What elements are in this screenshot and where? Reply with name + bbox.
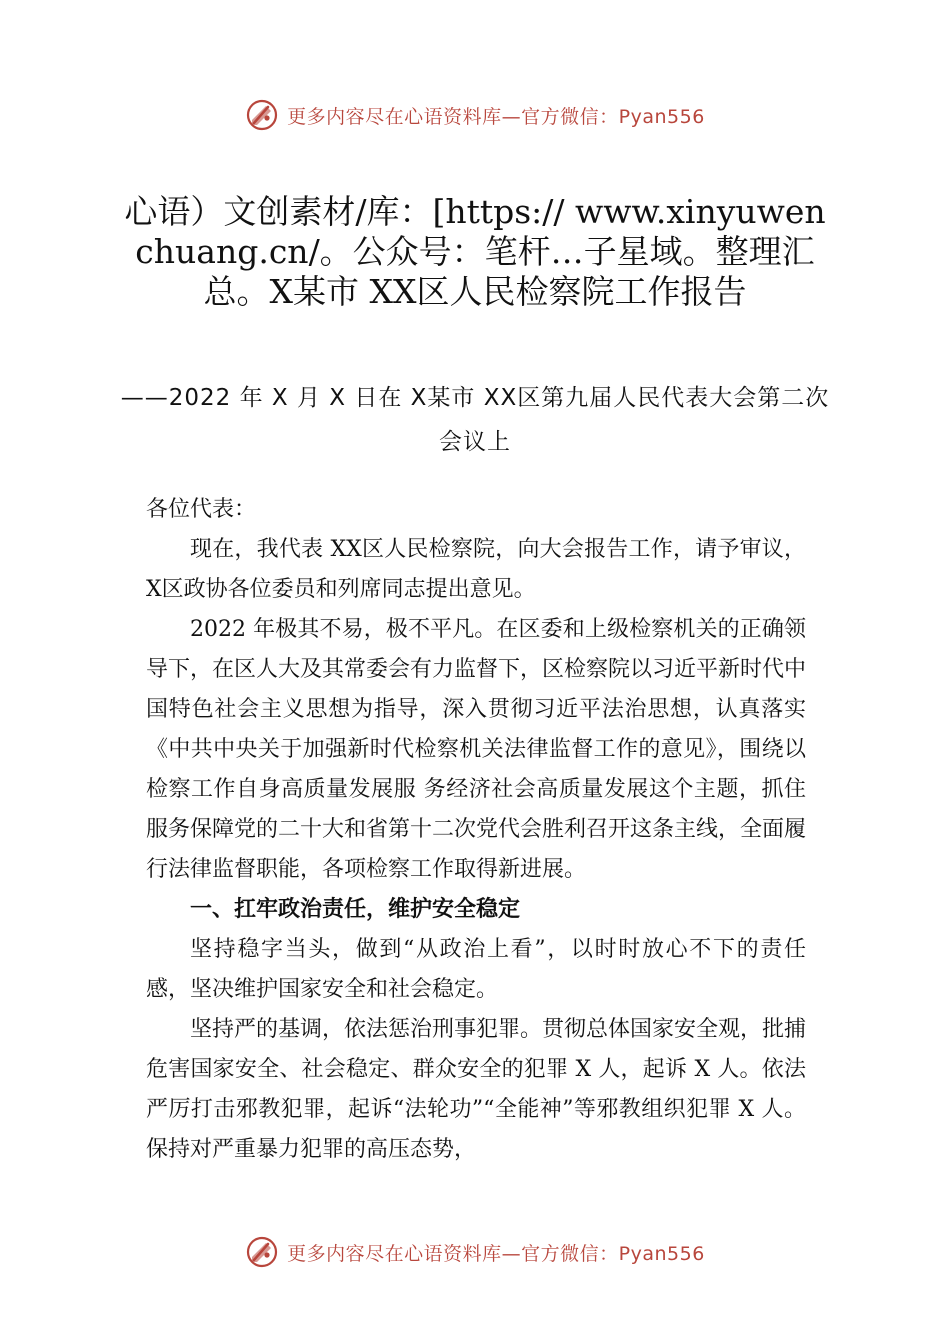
pen-circle-logo-icon bbox=[245, 1235, 279, 1269]
footer-watermark-banner bbox=[0, 1232, 950, 1272]
paragraph: 现在，我代表 XX区人民检察院，向大会报告工作，请予审议，X区政协各位委员和列席同志提出意见。 bbox=[146, 537, 806, 602]
paragraph: 2022 年极其不易，极不平凡。在区委和上级检察机关的正确领导下，在区人大及其常委会有力监督下，区检察院以习近平新时代中国特色社会主义思想为指导，深入贯彻习近平法治思想，认真落实《中共中央关于加强新时代检察机关法律监督工作的意见》，围绕以检察工作自身高质量发展服 务经济社会高质量发展这个主题，抓住服务保障党的二十大和省第十二次党代会胜利召开这条主线，全面履行法律监督职能，各项检察工作取得新进展。 bbox=[146, 617, 807, 882]
section-heading: 一、扛牢政治责任，维护安全稳定 bbox=[190, 897, 521, 922]
watermark-text: 更多内容尽在心语资料库—官方微信：Pyan556 bbox=[287, 1242, 705, 1265]
paragraph: 坚持严的基调，依法惩治刑事犯罪。贯彻总体国家安全观，批捕危害国家安全、社会稳定、群众安全的犯罪 X 人，起诉 X 人。依法严厉打击邪教犯罪，起诉“法轮功”“全能神”等邪教组织犯罪 X 人。保持对严重暴力犯罪的高压态势， bbox=[146, 1017, 807, 1162]
pen-circle-logo-icon bbox=[245, 98, 279, 132]
paragraph: 坚持稳字当头，做到“从政治上看”，以时时放心不下的责任感，坚决维护国家安全和社会稳定。 bbox=[146, 937, 806, 1002]
header-watermark-banner bbox=[0, 95, 950, 135]
document-body bbox=[146, 490, 806, 1170]
document-title: 心语）文创素材/库：[https:// www.xinyuwenchuang.cn/。公众号：笔杆…子星域。整理汇总。X某市 XX区人民检察院工作报告 bbox=[124, 192, 826, 311]
document-subtitle: ——2022 年 X 月 X 日在 X某市 XX区第九届人民代表大会第二次会议上 bbox=[120, 385, 830, 455]
watermark-text: 更多内容尽在心语资料库—官方微信：Pyan556 bbox=[287, 105, 705, 128]
salutation: 各位代表： bbox=[146, 497, 257, 522]
